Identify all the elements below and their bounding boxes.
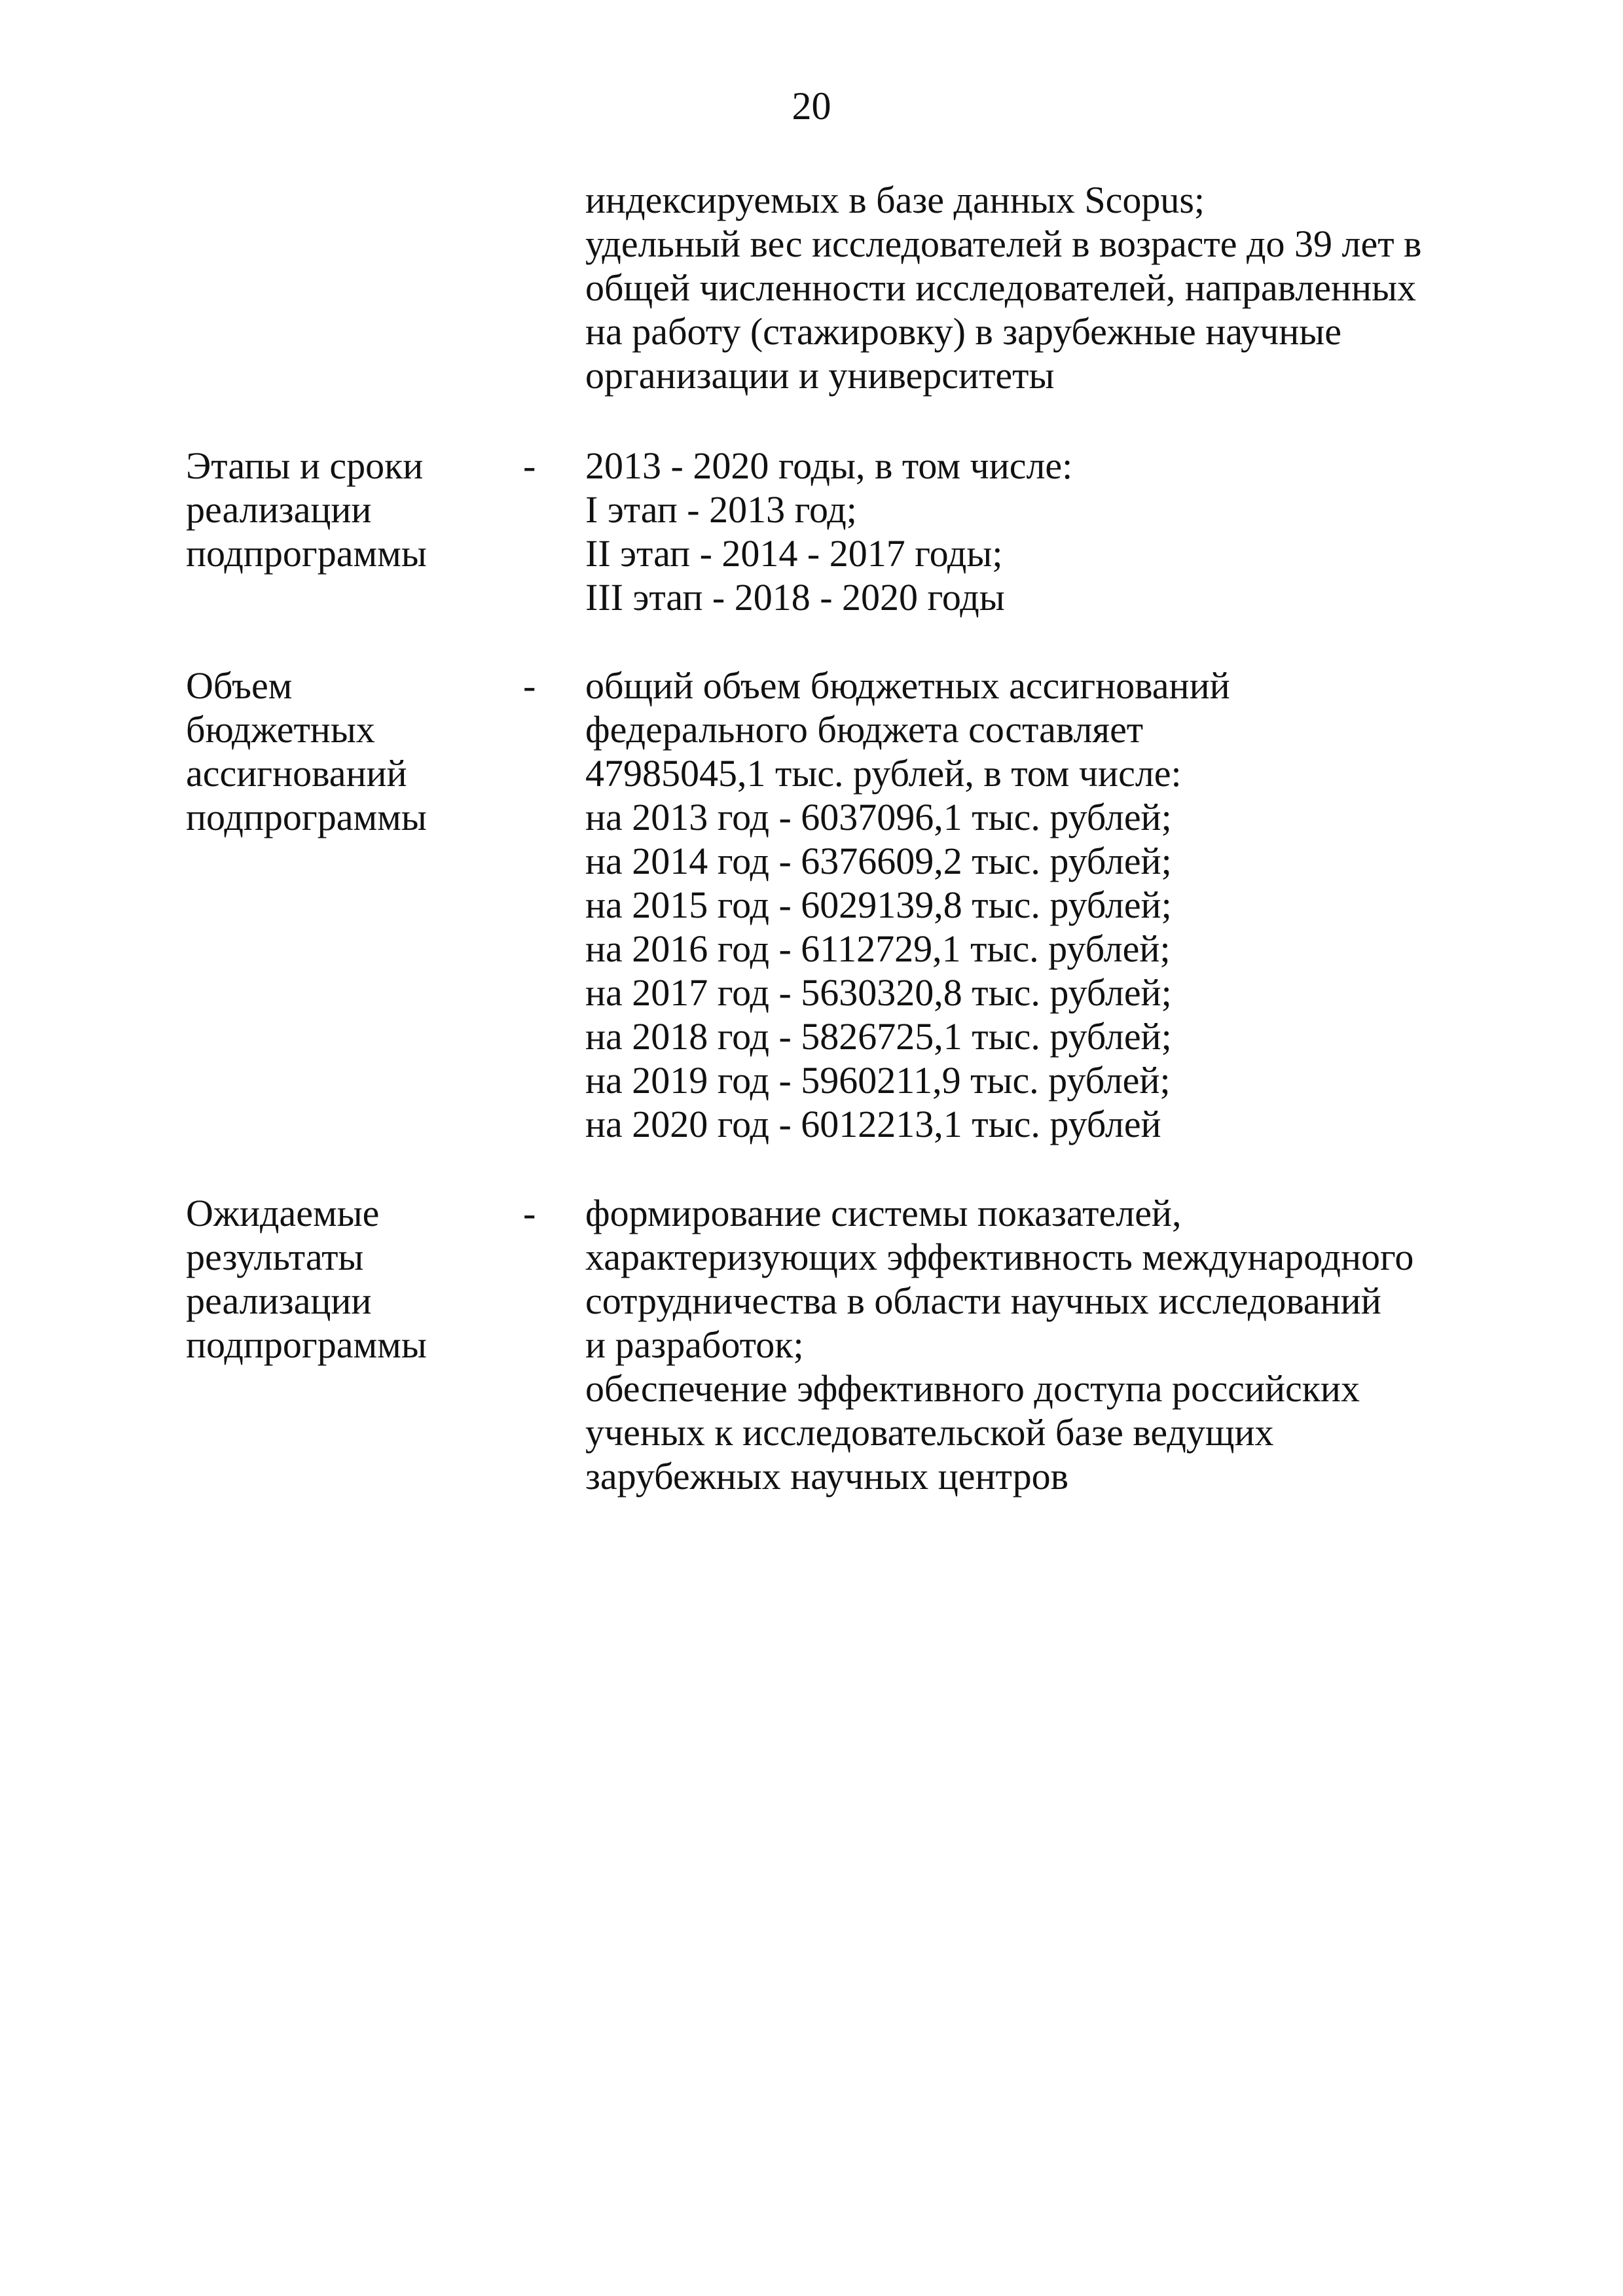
label-line: подпрограммы bbox=[186, 796, 427, 838]
value-line: на 2016 год - 6112729,1 тыс. рублей; bbox=[585, 927, 1171, 970]
label-line: бюджетных bbox=[186, 708, 375, 751]
label-line: результаты bbox=[186, 1236, 364, 1278]
value-line: на 2020 год - 6012213,1 тыс. рублей bbox=[585, 1103, 1161, 1145]
page-number: 20 bbox=[792, 84, 831, 128]
stages-value bbox=[585, 444, 1072, 619]
intro-line: удельный вес исследователей в возрасте до 39 лет в bbox=[585, 223, 1422, 265]
value-line: характеризующих эффективность международного bbox=[585, 1236, 1414, 1278]
label-line: Этапы и сроки bbox=[186, 444, 424, 487]
results-label bbox=[186, 1191, 427, 1367]
intro-line: на работу (стажировку) в зарубежные научные bbox=[585, 310, 1341, 353]
separator-dash: - bbox=[523, 444, 536, 487]
value-line: 2013 - 2020 годы, в том числе: bbox=[585, 444, 1073, 487]
value-line: на 2019 год - 5960211,9 тыс. рублей; bbox=[585, 1059, 1171, 1102]
value-line: на 2013 год - 6037096,1 тыс. рублей; bbox=[585, 796, 1172, 838]
intro-text-block bbox=[585, 178, 1421, 397]
separator-dash: - bbox=[523, 664, 536, 707]
value-line: на 2018 год - 5826725,1 тыс. рублей; bbox=[585, 1015, 1172, 1058]
value-line: формирование системы показателей, bbox=[585, 1192, 1182, 1234]
label-line: подпрограммы bbox=[186, 532, 427, 575]
value-line: I этап - 2013 год; bbox=[585, 488, 857, 531]
label-line: реализации bbox=[186, 488, 372, 531]
stages-label bbox=[186, 444, 427, 575]
value-line: на 2014 год - 6376609,2 тыс. рублей; bbox=[585, 840, 1172, 882]
label-line: Ожидаемые bbox=[186, 1192, 380, 1234]
value-line: зарубежных научных центров bbox=[585, 1455, 1068, 1498]
value-line: сотрудничества в области научных исследований bbox=[585, 1280, 1381, 1322]
label-line: реализации bbox=[186, 1280, 372, 1322]
budget-label bbox=[186, 664, 427, 839]
label-line: подпрограммы bbox=[186, 1323, 427, 1366]
results-value bbox=[585, 1191, 1413, 1498]
value-line: III этап - 2018 - 2020 годы bbox=[585, 576, 1005, 619]
intro-line: индексируемых в базе данных Scopus; bbox=[585, 179, 1205, 221]
value-line: и разработок; bbox=[585, 1323, 804, 1366]
value-line: ученых к исследовательской базе ведущих bbox=[585, 1411, 1274, 1454]
value-line: общий объем бюджетных ассигнований bbox=[585, 664, 1230, 707]
value-line: на 2015 год - 6029139,8 тыс. рублей; bbox=[585, 884, 1172, 926]
value-line: федерального бюджета составляет bbox=[585, 708, 1144, 751]
value-line: 47985045,1 тыс. рублей, в том числе: bbox=[585, 752, 1182, 795]
value-line: II этап - 2014 - 2017 годы; bbox=[585, 532, 1003, 575]
value-line: обеспечение эффективного доступа российских bbox=[585, 1367, 1360, 1410]
value-line: на 2017 год - 5630320,8 тыс. рублей; bbox=[585, 971, 1172, 1014]
budget-value bbox=[585, 664, 1230, 1146]
label-line: Объем bbox=[186, 664, 293, 707]
intro-line: организации и университеты bbox=[585, 354, 1055, 397]
separator-dash: - bbox=[523, 1192, 536, 1234]
label-line: ассигнований bbox=[186, 752, 407, 795]
intro-line: общей численности исследователей, направленных bbox=[585, 266, 1417, 309]
